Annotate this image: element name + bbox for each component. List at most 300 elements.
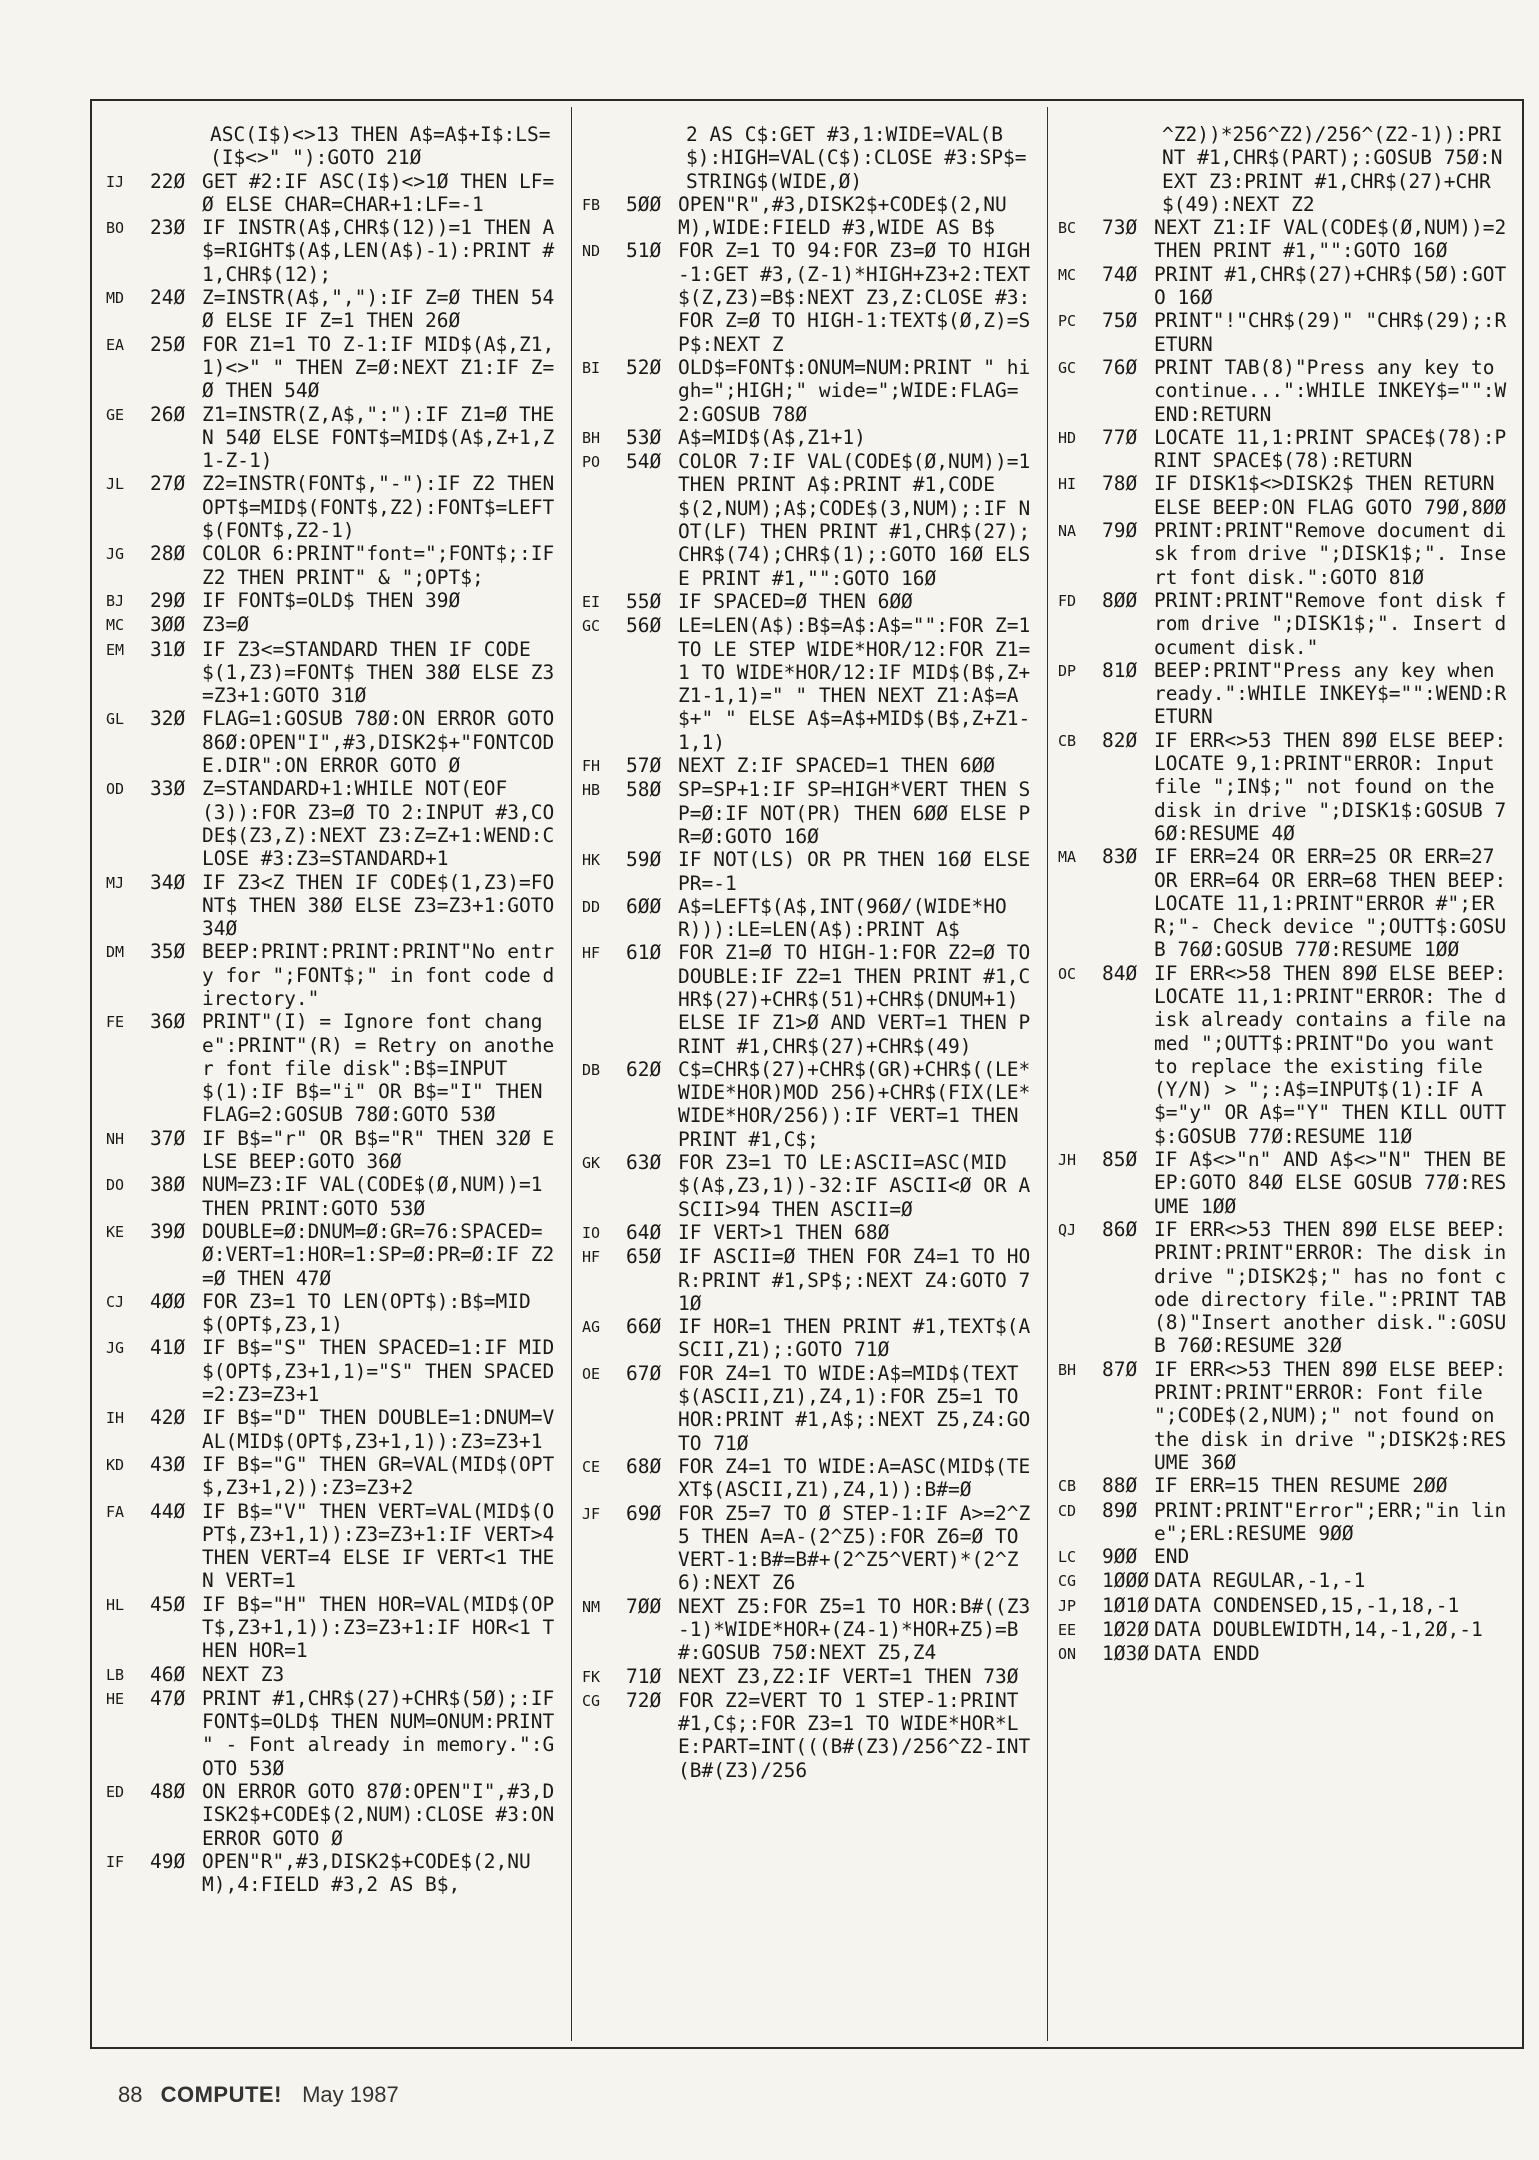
- line-number: 88Ø: [1102, 1474, 1138, 1498]
- basic-statement: DATA DOUBLEWIDTH,14,-1,2Ø,-1: [1154, 1618, 1483, 1641]
- checksum-code: OE: [582, 1364, 601, 1383]
- basic-statement: FOR Z5=7 TO Ø STEP-1:IF A>=2^Z5 THEN A=A-(2^Z5):FOR Z6=Ø TO VERT-1:B#=B#+(2^Z5^VERT)*(2^Z6):NEXT Z6: [678, 1501, 1031, 1595]
- checksum-code: EM: [106, 640, 125, 659]
- line-number: 27Ø: [150, 472, 186, 496]
- listing-line: [582, 590, 1038, 614]
- listing-line: [106, 1127, 562, 1174]
- line-number: 33Ø: [150, 777, 186, 801]
- basic-statement: IF ERR<>53 THEN 89Ø ELSE BEEP:PRINT:PRINT"ERROR: Font file ";CODE$(2,NUM);" not found on the disk in drive ";DISK2$:RESUME 36Ø: [1154, 1357, 1507, 1474]
- checksum-code: JG: [106, 545, 125, 564]
- line-number: 77Ø: [1102, 425, 1138, 449]
- basic-statement: SP=SP+1:IF SP=HIGH*VERT THEN SP=Ø:IF NOT(PR) THEN 6ØØ ELSE PR=Ø:GOTO 16Ø: [678, 778, 1031, 848]
- checksum-code: GC: [582, 617, 601, 636]
- basic-statement: IF B$="G" THEN GR=VAL(MID$(OPT$,Z3+1,2)):Z3=Z3+2: [202, 1452, 555, 1500]
- line-number: 76Ø: [1102, 355, 1138, 379]
- basic-statement: NEXT Z1:IF VAL(CODE$(Ø,NUM))=2 THEN PRINT #1,"":GOTO 16Ø: [1154, 216, 1518, 263]
- basic-statement: IF Z3<=STANDARD THEN IF CODE$(1,Z3)=FONT$ THEN 38Ø ELSE Z3=Z3+1:GOTO 31Ø: [202, 637, 555, 708]
- line-number: 63Ø: [626, 1151, 662, 1175]
- listing-line: [582, 239, 1038, 355]
- listing-line: [106, 1499, 566, 1593]
- listing-column-1: [106, 123, 566, 2037]
- line-number: 47Ø: [150, 1686, 186, 1710]
- listing-line: [1058, 1148, 1514, 1218]
- line-number: 61Ø: [626, 941, 662, 965]
- checksum-code: HB: [582, 781, 601, 800]
- basic-statement: A$=LEFT$(A$,INT(96Ø/(WIDE*HOR))):LE=LEN(A$):PRINT A$: [678, 894, 1007, 942]
- basic-statement: OLD$=FONT$:ONUM=NUM:PRINT " high=";HIGH;" wide=";WIDE:FLAG=2:GOSUB 78Ø: [678, 355, 1031, 426]
- line-number: 64Ø: [626, 1220, 662, 1244]
- listing-line: [1058, 1642, 1514, 1666]
- basic-statement: GET #2:IF ASC(I$)<>1Ø THEN LF=Ø ELSE CHAR=CHAR+1:LF=-1: [202, 169, 555, 216]
- checksum-code: CB: [1058, 731, 1077, 750]
- basic-statement: IF B$="V" THEN VERT=VAL(MID$(OPT$,Z3+1,1)):Z3=Z3+1:IF VERT>4 THEN VERT=4 ELSE IF VERT<1 THEN VERT=1: [202, 1499, 566, 1593]
- checksum-code: MC: [106, 616, 125, 635]
- line-number: 69Ø: [626, 1501, 662, 1525]
- checksum-code: IH: [106, 1409, 125, 1428]
- listing-line: [582, 1665, 1038, 1689]
- listing-line: [106, 286, 562, 333]
- checksum-code: CG: [1058, 1572, 1077, 1591]
- checksum-code: HD: [1058, 428, 1077, 447]
- line-number: 56Ø: [626, 614, 662, 638]
- line-number: 45Ø: [150, 1592, 186, 1616]
- listing-line: [582, 1221, 1038, 1245]
- listing-line: [1058, 426, 1514, 473]
- basic-statement: NEXT Z3,Z2:IF VERT=1 THEN 73Ø: [678, 1664, 1019, 1688]
- line-number: 83Ø: [1102, 845, 1138, 869]
- checksum-code: HK: [582, 851, 601, 870]
- line-number: 89Ø: [1102, 1498, 1138, 1522]
- line-number: 39Ø: [150, 1219, 186, 1243]
- listing-line: [106, 1406, 562, 1453]
- basic-statement: PRINT #1,CHR$(27)+CHR$(5Ø);:IF FONT$=OLD$ THEN NUM=ONUM:PRINT " - Font already in memory.":GOTO 53Ø: [202, 1686, 566, 1780]
- listing-line: [582, 1245, 1038, 1315]
- listing-line: [1058, 729, 1514, 845]
- checksum-code: BI: [582, 358, 601, 377]
- checksum-code: IO: [582, 1223, 601, 1242]
- basic-statement: IF B$="H" THEN HOR=VAL(MID$(OPT$,Z3+1,1)):Z3=Z3+1:IF HOR<1 THEN HOR=1: [202, 1592, 555, 1663]
- listing-line: [582, 1689, 1038, 1782]
- checksum-code: EA: [106, 335, 125, 354]
- basic-statement: LE=LEN(A$):B$=A$:A$="":FOR Z=1 TO LE STEP WIDE*HOR/12:FOR Z1=1 TO WIDE*HOR/12:IF MID$(B$,Z+Z1-1,1)=" " THEN NEXT Z1:A$=A$+" " ELSE A$=A$+MID$(B$,Z+Z1-1,1): [678, 614, 1042, 754]
- listing-line: [582, 848, 1042, 895]
- basic-statement: IF B$="S" THEN SPACED=1:IF MID$(OPT$,Z3+1,1)="S" THEN SPACED=2:Z3=Z3+1: [202, 1336, 555, 1407]
- basic-statement: PRINT #1,CHR$(27)+CHR$(5Ø):GOTO 16Ø: [1154, 262, 1507, 310]
- line-number: 75Ø: [1102, 309, 1138, 333]
- listing-line: [106, 1290, 562, 1337]
- checksum-code: LC: [1058, 1548, 1077, 1567]
- basic-statement: IF ERR=15 THEN RESUME 2ØØ: [1154, 1474, 1448, 1498]
- listing-line: [1058, 123, 1514, 216]
- basic-statement: A$=MID$(A$,Z1+1): [678, 425, 866, 449]
- listing-column-3: [1058, 123, 1518, 2037]
- checksum-code: BH: [582, 428, 601, 447]
- line-number: 82Ø: [1102, 728, 1138, 752]
- checksum-code: ON: [1058, 1645, 1077, 1664]
- listing-line: [582, 754, 1038, 778]
- listing-line: [582, 1502, 1038, 1595]
- line-number: 58Ø: [626, 778, 662, 802]
- line-number: 9ØØ: [1102, 1545, 1138, 1569]
- listing-line: [1058, 1594, 1514, 1618]
- basic-statement: FOR Z=1 TO 94:FOR Z3=Ø TO HIGH-1:GET #3,(Z-1)*HIGH+Z3+2:TEXT$(Z,Z3)=B$:NEXT Z3,Z:CLOSE #3:FOR Z=Ø TO HIGH-1:TEXT$(Ø,Z)=SP$:NEXT Z: [678, 239, 1031, 356]
- checksum-code: MJ: [106, 873, 125, 892]
- line-number: 42Ø: [150, 1406, 186, 1430]
- checksum-code: JF: [582, 1504, 601, 1523]
- line-number: 34Ø: [150, 870, 186, 894]
- checksum-code: BH: [1058, 1360, 1077, 1379]
- checksum-code: ED: [106, 1783, 125, 1802]
- line-number: 65Ø: [626, 1245, 662, 1269]
- checksum-code: GE: [106, 405, 125, 424]
- checksum-code: DP: [1058, 661, 1077, 680]
- basic-statement: FOR Z3=1 TO LEN(OPT$):B$=MID$(OPT$,Z3,1): [202, 1289, 531, 1337]
- basic-statement: Z2=INSTR(FONT$,"-"):IF Z2 THEN OPT$=MID$(FONT$,Z2):FONT$=LEFT$(FONT$,Z2-1): [202, 472, 566, 543]
- column-divider: [1047, 107, 1048, 2041]
- checksum-code: EI: [582, 592, 601, 611]
- listing-line: [106, 707, 566, 778]
- basic-statement: IF B$="r" OR B$="R" THEN 32Ø ELSE BEEP:GOTO 36Ø: [202, 1126, 555, 1174]
- basic-statement: COLOR 6:PRINT"font=";FONT$;:IF Z2 THEN PRINT" & ";OPT$;: [202, 542, 566, 589]
- basic-statement: IF INSTR(A$,CHR$(12))=1 THEN A$=RIGHT$(A$,LEN(A$)-1):PRINT #1,CHR$(12);: [202, 216, 555, 286]
- listing-line: [1058, 263, 1514, 310]
- checksum-code: DO: [106, 1176, 125, 1195]
- checksum-code: EE: [1058, 1621, 1077, 1639]
- listing-line: [1058, 1358, 1514, 1474]
- line-number: 37Ø: [150, 1126, 186, 1150]
- checksum-code: HF: [582, 944, 601, 963]
- listing-line: [1058, 309, 1514, 356]
- listing-line: [106, 1220, 562, 1290]
- basic-statement: NEXT Z3: [202, 1662, 285, 1686]
- line-number: 67Ø: [626, 1361, 662, 1385]
- basic-statement: IF HOR=1 THEN PRINT #1,TEXT$(ASCII,Z1);:GOTO 71Ø: [678, 1315, 1031, 1362]
- checksum-code: FK: [582, 1667, 601, 1686]
- line-number: 28Ø: [150, 542, 186, 566]
- checksum-code: ND: [582, 242, 601, 261]
- line-number: 8ØØ: [1102, 588, 1138, 612]
- basic-statement: COLOR 7:IF VAL(CODE$(Ø,NUM))=1 THEN PRINT A$:PRINT #1,CODE$(2,NUM);A$;CODE$(3,NUM);:IF NOT(LF) THEN PRINT #1,CHR$(27);CHR$(74);CHR$(1);:GOTO 16Ø ELSE PRINT #1,"":GOTO 16Ø: [678, 450, 1042, 590]
- line-number: 81Ø: [1102, 658, 1138, 682]
- basic-statement: LOCATE 11,1:PRINT SPACE$(78):PRINT SPACE$(78):RETURN: [1154, 425, 1507, 473]
- basic-statement: DATA REGULAR,-1,-1: [1154, 1569, 1366, 1593]
- listing-line: [106, 1686, 566, 1780]
- listing-line: [582, 1058, 1038, 1151]
- checksum-code: JH: [1058, 1151, 1077, 1170]
- listing-line: [106, 542, 566, 589]
- listing-line: [106, 613, 562, 637]
- line-number: 29Ø: [150, 588, 186, 612]
- line-number: 1ØØØ: [1102, 1569, 1149, 1593]
- line-number: 24Ø: [150, 286, 186, 310]
- checksum-code: MA: [1058, 848, 1077, 867]
- listing-line: [1058, 1474, 1514, 1498]
- basic-statement: NUM=Z3:IF VAL(CODE$(Ø,NUM))=1 THEN PRINT:GOTO 53Ø: [202, 1173, 555, 1220]
- basic-statement: IF ERR<>53 THEN 89Ø ELSE BEEP:LOCATE 9,1:PRINT"ERROR: Input file ";IN$;" not found on the disk in drive ";DISK1$:GOSUB 76Ø:RESUME 4Ø: [1154, 728, 1507, 845]
- checksum-code: KE: [106, 1222, 125, 1241]
- line-number: 31Ø: [150, 637, 186, 661]
- line-number: 51Ø: [626, 239, 662, 263]
- line-number: 7ØØ: [626, 1594, 662, 1618]
- basic-statement: IF B$="D" THEN DOUBLE=1:DNUM=VAL(MID$(OPT$,Z3+1,1)):Z3=Z3+1: [202, 1406, 555, 1453]
- basic-statement: Z1=INSTR(Z,A$,":"):IF Z1=Ø THEN 54Ø ELSE FONT$=MID$(A$,Z+1,Z1-Z-1): [202, 402, 555, 473]
- listing-line: [106, 472, 566, 543]
- listing-line: [106, 1173, 562, 1220]
- checksum-code: JG: [106, 1339, 125, 1358]
- line-number: 4ØØ: [150, 1289, 186, 1313]
- listing-line: [1058, 962, 1514, 1148]
- listing-line: [582, 450, 1042, 590]
- line-number: 35Ø: [150, 940, 186, 964]
- basic-statement: PRINT:PRINT"Remove document disk from drive ";DISK1$;". Insert font disk.":GOTO 81Ø: [1154, 519, 1507, 589]
- listing-line: [1058, 519, 1514, 589]
- line-number: 26Ø: [150, 402, 186, 426]
- listing-line: [1058, 1499, 1514, 1546]
- line-number: 22Ø: [150, 169, 186, 193]
- page-number: 88: [118, 2082, 143, 2107]
- listing-line: [582, 356, 1038, 426]
- checksum-code: MD: [106, 289, 125, 308]
- line-number: 23Ø: [150, 216, 186, 240]
- listing-line: [106, 940, 562, 1010]
- line-number: 84Ø: [1102, 961, 1138, 985]
- listing-line: [106, 870, 566, 941]
- line-number: 72Ø: [626, 1688, 662, 1712]
- basic-statement: OPEN"R",#3,DISK2$+CODE$(2,NUM),4:FIELD #3,2 AS B$,: [202, 1849, 531, 1897]
- basic-statement: ASC(I$)<>13 THEN A$=A$+I$:LS=(I$<>" "):GOTO 21Ø: [210, 123, 551, 170]
- basic-statement: PRINT:PRINT"Remove font disk from drive ";DISK1$;". Insert document disk.": [1154, 588, 1507, 659]
- basic-statement: DOUBLE=Ø:DNUM=Ø:GR=76:SPACED=Ø:VERT=1:HOR=1:SP=Ø:PR=Ø:IF Z2=Ø THEN 47Ø: [202, 1219, 555, 1290]
- checksum-code: DB: [582, 1060, 601, 1079]
- basic-statement: OPEN"R",#3,DISK2$+CODE$(2,NUM),WIDE:FIELD #3,WIDE AS B$: [678, 192, 1007, 240]
- line-number: 49Ø: [150, 1849, 186, 1873]
- basic-statement: IF SPACED=Ø THEN 6ØØ: [678, 589, 913, 613]
- listing-line: [106, 777, 562, 870]
- line-number: 52Ø: [626, 355, 662, 379]
- basic-statement: PRINT"!"CHR$(29)" "CHR$(29);:RETURN: [1154, 309, 1507, 356]
- listing-line: [1058, 589, 1514, 659]
- listing-line: [106, 333, 562, 403]
- line-number: 62Ø: [626, 1057, 662, 1081]
- basic-statement: 2 AS C$:GET #3,1:WIDE=VAL(B$):HIGH=VAL(C$):CLOSE #3:SP$=STRING$(WIDE,Ø): [686, 123, 1027, 193]
- listing-line: [106, 1780, 566, 1850]
- page-footer: [118, 2082, 399, 2108]
- line-number: 1Ø3Ø: [1102, 1642, 1149, 1666]
- checksum-code: FB: [582, 195, 601, 214]
- line-number: 79Ø: [1102, 519, 1138, 543]
- checksum-code: QJ: [1058, 1220, 1077, 1239]
- listing-line: [106, 1850, 562, 1897]
- listing-line: [106, 1593, 562, 1663]
- listing-line: [106, 1336, 562, 1406]
- basic-statement: IF A$<>"n" AND A$<>"N" THEN BEEP:GOTO 84Ø ELSE GOSUB 77Ø:RESUME 1ØØ: [1154, 1148, 1507, 1218]
- listing-line: [1058, 356, 1514, 426]
- checksum-code: FA: [106, 1502, 125, 1521]
- checksum-code: HF: [582, 1248, 601, 1267]
- basic-statement: FOR Z4=1 TO WIDE:A$=MID$(TEXT$(ASCII,Z1),Z4,1):FOR Z5=1 TO HOR:PRINT #1,A$;:NEXT Z5,Z4:GOTO 71Ø: [678, 1361, 1031, 1455]
- basic-statement: ON ERROR GOTO 87Ø:OPEN"I",#3,DISK2$+CODE$(2,NUM):CLOSE #3:ON ERROR GOTO Ø: [202, 1780, 566, 1850]
- basic-statement: Z=INSTR(A$,","):IF Z=Ø THEN 54Ø ELSE IF Z=1 THEN 26Ø: [202, 286, 555, 333]
- listing-line: [1058, 472, 1514, 519]
- basic-statement: IF ERR<>53 THEN 89Ø ELSE BEEP:PRINT:PRINT"ERROR: The disk in drive ";DISK2$;" has no font code directory file.":PRINT TAB(8)"Insert another disk.":GOSUB 76Ø:RESUME 32Ø: [1154, 1217, 1518, 1358]
- issue-date: May 1987: [302, 2082, 399, 2107]
- checksum-code: NA: [1058, 522, 1077, 541]
- checksum-code: JL: [106, 475, 125, 494]
- checksum-code: BJ: [106, 591, 125, 610]
- checksum-code: FD: [1058, 591, 1077, 610]
- listing-line: [106, 1663, 562, 1687]
- line-number: 54Ø: [626, 450, 662, 474]
- basic-statement: C$=CHR$(27)+CHR$(GR)+CHR$((LE*WIDE*HOR)MOD 256)+CHR$(FIX(LE*WIDE*HOR/256)):IF VERT=1 THEN PRINT #1,C$;: [678, 1057, 1031, 1151]
- line-number: 1Ø1Ø: [1102, 1593, 1149, 1617]
- basic-statement: Z3=Ø: [202, 613, 249, 637]
- checksum-code: CJ: [106, 1292, 125, 1311]
- checksum-code: CB: [1058, 1477, 1077, 1496]
- basic-statement: IF NOT(LS) OR PR THEN 16Ø ELSE PR=-1: [678, 848, 1042, 895]
- line-number: 3ØØ: [150, 613, 186, 637]
- listing-line: [582, 1315, 1038, 1362]
- checksum-code: FH: [582, 757, 601, 776]
- checksum-code: BO: [106, 219, 125, 238]
- line-number: 85Ø: [1102, 1148, 1138, 1172]
- line-number: 68Ø: [626, 1454, 662, 1478]
- line-number: 48Ø: [150, 1780, 186, 1804]
- basic-statement: FLAG=1:GOSUB 78Ø:ON ERROR GOTO 86Ø:OPEN"I",#3,DISK2$+"FONTCODE.DIR":ON ERROR GOTO Ø: [202, 707, 566, 778]
- basic-statement: DATA ENDD: [1154, 1642, 1260, 1666]
- line-number: 41Ø: [150, 1336, 186, 1360]
- checksum-code: HI: [1058, 475, 1077, 494]
- listing-column-2: [582, 123, 1042, 2037]
- checksum-code: IF: [106, 1852, 125, 1871]
- basic-statement: FOR Z4=1 TO WIDE:A=ASC(MID$(TEXT$(ASCII,Z1),Z4,1)):B#=Ø: [678, 1454, 1031, 1502]
- listing-line: [106, 589, 562, 613]
- checksum-code: CG: [582, 1691, 601, 1710]
- line-number: 66Ø: [626, 1315, 662, 1339]
- listing-line: [582, 778, 1038, 848]
- basic-statement: IF VERT>1 THEN 68Ø: [678, 1220, 890, 1244]
- basic-statement: PRINT:PRINT"Error";ERR;"in line";ERL:RESUME 9ØØ: [1154, 1498, 1507, 1545]
- basic-statement: IF DISK1$<>DISK2$ THEN RETURN ELSE BEEP:ON FLAG GOTO 79Ø,8ØØ: [1154, 472, 1507, 519]
- checksum-code: DM: [106, 943, 125, 962]
- listing-line: [582, 1151, 1038, 1221]
- basic-statement: NEXT Z5:FOR Z5=1 TO HOR:B#((Z3-1)*WIDE*HOR+(Z4-1)*HOR+Z5)=B#:GOSUB 75Ø:NEXT Z5,Z4: [678, 1594, 1031, 1665]
- checksum-code: CD: [1058, 1501, 1077, 1520]
- checksum-code: GC: [1058, 358, 1077, 377]
- listing-line: [1058, 1545, 1514, 1569]
- listing-line: [1058, 659, 1514, 729]
- basic-statement: Z=STANDARD+1:WHILE NOT(EOF(3)):FOR Z3=Ø TO 2:INPUT #3,CODE$(Z3,Z):NEXT Z3:Z=Z+1:WEND:CLOSE #3:Z3=STANDARD+1: [202, 777, 555, 871]
- checksum-code: CE: [582, 1457, 601, 1476]
- line-number: 38Ø: [150, 1173, 186, 1197]
- checksum-code: IJ: [106, 172, 125, 191]
- line-number: 74Ø: [1102, 262, 1138, 286]
- basic-statement: IF ERR=24 OR ERR=25 OR ERR=27 OR ERR=64 OR ERR=68 THEN BEEP:LOCATE 11,1:PRINT"ERROR #";ERR;"- Check device ";OUTT$:GOSUB 76Ø:GOSUB 77Ø:RESUME 1ØØ: [1154, 845, 1507, 962]
- listing-line: [1058, 216, 1518, 263]
- checksum-code: HL: [106, 1595, 125, 1614]
- line-number: 59Ø: [626, 848, 662, 872]
- checksum-code: KD: [106, 1455, 125, 1474]
- listing-line: [1058, 1569, 1514, 1593]
- magazine-name: COMPUTE!: [160, 2082, 282, 2107]
- basic-statement: END: [1154, 1545, 1190, 1569]
- checksum-code: GK: [582, 1154, 601, 1173]
- listing-line: [106, 638, 562, 708]
- basic-statement: DATA CONDENSED,15,-1,18,-1: [1154, 1593, 1460, 1617]
- basic-statement: PRINT"(I) = Ignore font change":PRINT"(R) = Retry on another font file disk":B$=INPUT$(1):IF B$="i" OR B$="I" THEN FLAG=2:GOSUB 78Ø:GOTO 53Ø: [202, 1010, 555, 1127]
- checksum-code: OD: [106, 780, 125, 799]
- checksum-code: BC: [1058, 219, 1077, 238]
- checksum-code: HE: [106, 1689, 125, 1708]
- basic-statement: FOR Z1=1 TO Z-1:IF MID$(A$,Z1,1)<>" " THEN Z=Ø:NEXT Z1:IF Z=Ø THEN 54Ø: [202, 332, 555, 403]
- line-number: 55Ø: [626, 589, 662, 613]
- checksum-code: FE: [106, 1013, 125, 1032]
- checksum-code: JP: [1058, 1596, 1077, 1615]
- listing-line: [582, 1362, 1038, 1455]
- listing-frame: [90, 99, 1524, 2049]
- line-number: 57Ø: [626, 754, 662, 778]
- listing-line: [106, 216, 562, 286]
- basic-statement: IF FONT$=OLD$ THEN 39Ø: [202, 588, 461, 612]
- line-number: 25Ø: [150, 332, 186, 356]
- checksum-code: NM: [582, 1597, 601, 1616]
- listing-line: [1058, 845, 1514, 961]
- line-number: 87Ø: [1102, 1357, 1138, 1381]
- checksum-code: NH: [106, 1129, 125, 1148]
- line-number: 1Ø2Ø: [1102, 1618, 1149, 1641]
- line-number: 36Ø: [150, 1010, 186, 1034]
- basic-statement: PRINT TAB(8)"Press any key to continue...":WHILE INKEY$="":WEND:RETURN: [1154, 355, 1507, 426]
- checksum-code: AG: [582, 1318, 601, 1337]
- line-number: 32Ø: [150, 707, 186, 731]
- checksum-code: PO: [582, 453, 601, 472]
- basic-statement: BEEP:PRINT"Press any key when ready.":WHILE INKEY$="":WEND:RETURN: [1154, 658, 1507, 729]
- basic-statement: IF ERR<>58 THEN 89Ø ELSE BEEP:LOCATE 11,1:PRINT"ERROR: The disk already contains a file named ";OUTT$:PRINT"Do you want to replace the existing file (Y/N) > ";:A$=INPUT$(1):IF A$="y" OR A$="Y" THEN KILL OUTT$:GOSUB 77Ø:RESUME 11Ø: [1154, 961, 1507, 1148]
- checksum-code: LB: [106, 1665, 125, 1684]
- line-number: 86Ø: [1102, 1217, 1138, 1241]
- checksum-code: DD: [582, 897, 601, 916]
- line-number: 6ØØ: [626, 894, 662, 918]
- line-number: 44Ø: [150, 1499, 186, 1523]
- line-number: 5ØØ: [626, 192, 662, 216]
- listing-line: [582, 1455, 1038, 1502]
- checksum-code: MC: [1058, 265, 1077, 284]
- listing-line: [106, 403, 562, 473]
- basic-statement: BEEP:PRINT:PRINT:PRINT"No entry for ";FONT$;" in font code directory.": [202, 940, 555, 1010]
- basic-statement: FOR Z1=Ø TO HIGH-1:FOR Z2=Ø TO DOUBLE:IF Z2=1 THEN PRINT #1,CHR$(27)+CHR$(51)+CHR$(DNUM+1) ELSE IF Z1>Ø AND VERT=1 THEN PRINT #1,CHR$(27)+CHR$(49): [678, 941, 1042, 1058]
- basic-statement: IF ASCII=Ø THEN FOR Z4=1 TO HOR:PRINT #1,SP$;:NEXT Z4:GOTO 71Ø: [678, 1245, 1031, 1315]
- line-number: 78Ø: [1102, 472, 1138, 496]
- line-number: 53Ø: [626, 425, 662, 449]
- line-number: 73Ø: [1102, 216, 1138, 240]
- basic-statement: FOR Z2=VERT TO 1 STEP-1:PRINT #1,C$;:FOR Z3=1 TO WIDE*HOR*LE:PART=INT(((B#(Z3)/256^Z2-INT(B#(Z3)/256: [678, 1688, 1031, 1782]
- listing-line: [106, 170, 562, 217]
- listing-line: [582, 426, 1038, 450]
- basic-statement: FOR Z3=1 TO LE:ASCII=ASC(MID$(A$,Z3,1))-32:IF ASCII<Ø OR ASCII>94 THEN ASCII=Ø: [678, 1151, 1031, 1221]
- line-number: 46Ø: [150, 1662, 186, 1686]
- checksum-code: PC: [1058, 312, 1077, 331]
- basic-statement: NEXT Z:IF SPACED=1 THEN 6ØØ: [678, 754, 995, 778]
- line-number: 43Ø: [150, 1452, 186, 1476]
- basic-statement: ^Z2))*256^Z2)/256^(Z2-1)):PRINT #1,CHR$(PART);:GOSUB 75Ø:NEXT Z3:PRINT #1,CHR$(27)+CHR$(49):NEXT Z2: [1162, 123, 1503, 216]
- listing-line: [582, 193, 1038, 240]
- checksum-code: GL: [106, 710, 125, 729]
- column-divider: [571, 107, 572, 2041]
- listing-line: [582, 941, 1042, 1058]
- checksum-code: OC: [1058, 964, 1077, 983]
- listing-line: [106, 1453, 562, 1500]
- basic-statement: IF Z3<Z THEN IF CODE$(1,Z3)=FONT$ THEN 38Ø ELSE Z3=Z3+1:GOTO 34Ø: [202, 870, 566, 941]
- line-number: 71Ø: [626, 1664, 662, 1688]
